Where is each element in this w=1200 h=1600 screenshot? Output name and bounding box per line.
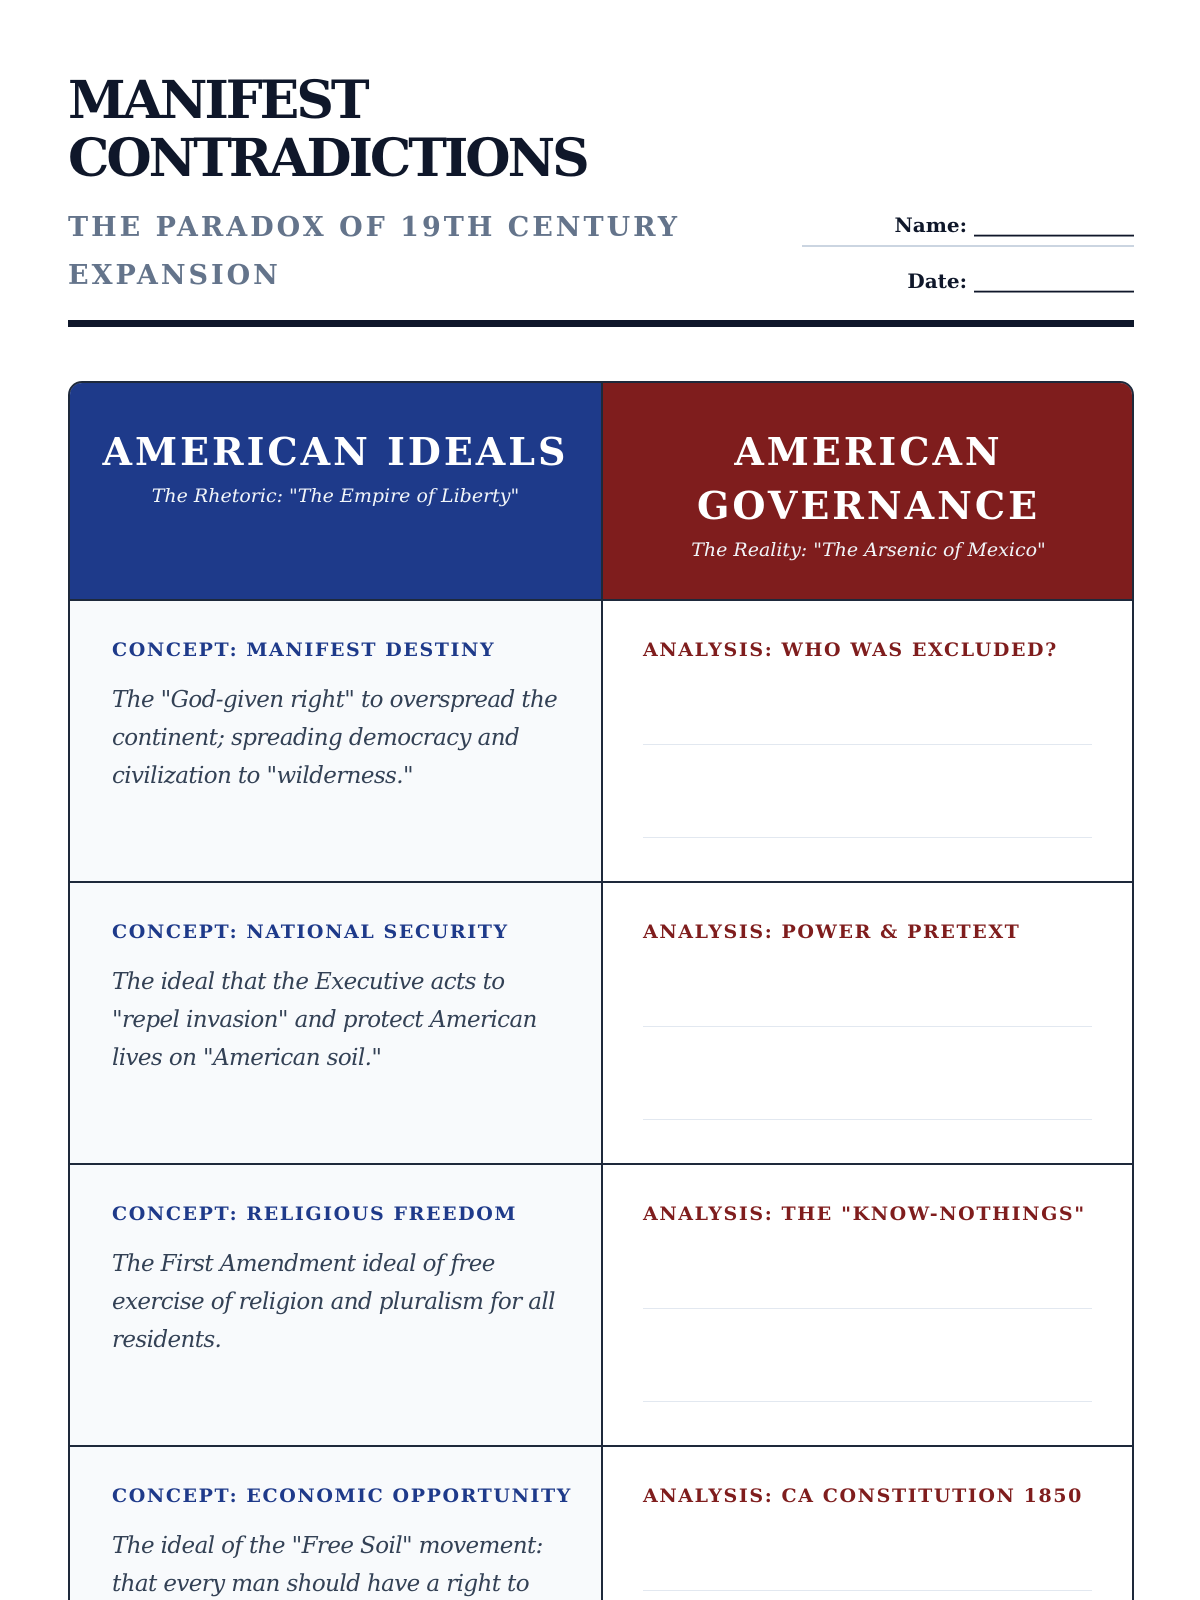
- student-fields: [802, 205, 1134, 301]
- analysis-cell: [603, 1165, 1132, 1445]
- governance-title: AMERICAN GOVERNANCE: [696, 429, 1041, 528]
- name-label: Name:: [894, 213, 968, 237]
- governance-column-header: [603, 383, 1134, 605]
- header-divider: [68, 320, 1134, 327]
- concept-label: CONCEPT: ECONOMIC OPPORTUNITY: [112, 1485, 572, 1507]
- concept-cell: [70, 1165, 603, 1445]
- table-row: [70, 881, 1132, 1163]
- ideals-column-header: [70, 383, 603, 605]
- answer-line[interactable]: [643, 1590, 1092, 1591]
- answer-line[interactable]: [643, 1401, 1092, 1402]
- table-row: [70, 599, 1132, 881]
- page-subtitle: THE PARADOX OF 19TH CENTURY EXPANSION: [68, 212, 680, 291]
- name-blank: ________________: [974, 213, 1134, 237]
- concept-label: CONCEPT: RELIGIOUS FREEDOM: [112, 1203, 518, 1225]
- answer-line[interactable]: [643, 837, 1092, 838]
- page-title: [68, 72, 768, 188]
- answer-line[interactable]: [643, 744, 1092, 745]
- concept-cell: [70, 601, 603, 881]
- analysis-cell: [603, 601, 1132, 881]
- title-line-1: MANIFEST: [68, 70, 367, 131]
- concept-description: The "God-given right" to overspread the continent; spreading democracy and civilization to "wilderness.": [112, 687, 558, 789]
- concept-description: The ideal of the "Free Soil" movement: that every man should have a right to: [112, 1533, 543, 1597]
- concept-cell: [70, 883, 603, 1163]
- comparison-table: [68, 381, 1134, 1600]
- title-line-2: CONTRADICTIONS: [68, 128, 587, 189]
- answer-line[interactable]: [643, 1026, 1092, 1027]
- governance-subtitle: The Reality: "The Arsenic of Mexico": [691, 539, 1046, 561]
- concept-description: The ideal that the Executive acts to "repel invasion" and protect American lives on "American soil.": [112, 969, 537, 1071]
- analysis-label: ANALYSIS: WHO WAS EXCLUDED?: [643, 639, 1058, 661]
- date-label: Date:: [907, 269, 968, 293]
- name-field[interactable]: [802, 205, 1134, 247]
- analysis-label: ANALYSIS: POWER & PRETEXT: [643, 921, 1021, 943]
- table-row: [70, 1445, 1132, 1600]
- analysis-cell: [603, 1447, 1132, 1600]
- concept-label: CONCEPT: NATIONAL SECURITY: [112, 921, 509, 943]
- date-blank: ________________: [974, 269, 1134, 293]
- answer-line[interactable]: [643, 1308, 1092, 1309]
- concept-label: CONCEPT: MANIFEST DESTINY: [112, 639, 496, 661]
- analysis-label: ANALYSIS: THE "KNOW-NOTHINGS": [643, 1203, 1086, 1225]
- table-row: [70, 1163, 1132, 1445]
- concept-cell: [70, 1447, 603, 1600]
- ideals-subtitle: The Rhetoric: "The Empire of Liberty": [151, 485, 520, 507]
- analysis-label: ANALYSIS: CA CONSTITUTION 1850: [643, 1485, 1083, 1507]
- answer-line[interactable]: [643, 1119, 1092, 1120]
- analysis-cell: [603, 883, 1132, 1163]
- date-field[interactable]: [802, 261, 1134, 301]
- concept-description: The First Amendment ideal of free exercise of religion and pluralism for all residents.: [112, 1251, 555, 1353]
- ideals-title: AMERICAN IDEALS: [102, 429, 569, 474]
